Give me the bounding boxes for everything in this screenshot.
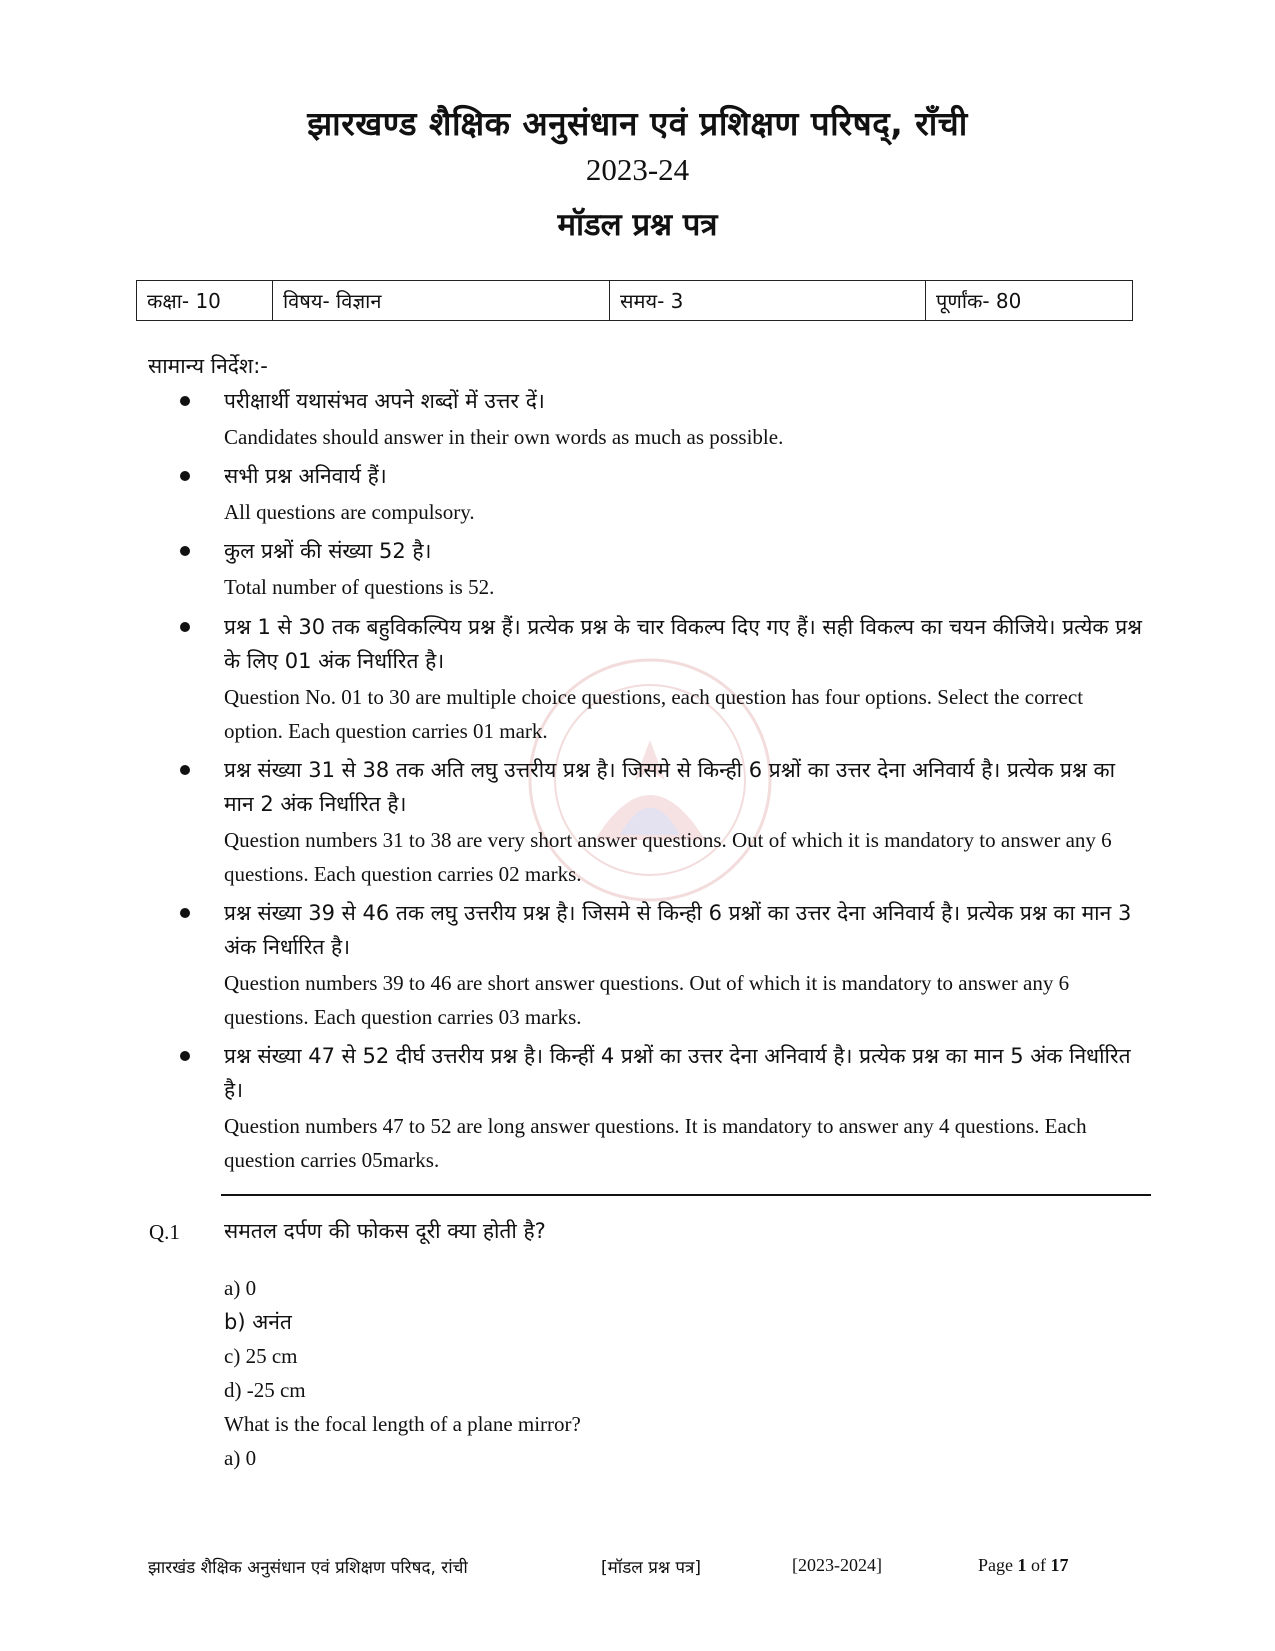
bullet-icon (180, 471, 190, 481)
meta-class: कक्षा- 10 (137, 281, 273, 321)
option-d-hindi: d) -25 cm (224, 1378, 306, 1402)
board-title: झारखण्ड शैक्षिक अनुसंधान एवं प्रशिक्षण परिषद्, राँची (307, 104, 968, 143)
instruction-item: सभी प्रश्न अनिवार्य हैं। All questions are compulsory. (224, 459, 1144, 529)
bullet-icon (180, 1051, 190, 1061)
meta-subject: विषय- विज्ञान (273, 281, 610, 321)
footer-org: झारखंड शैक्षिक अनुसंधान एवं प्रशिक्षण परिषद, रांची (148, 1558, 468, 1578)
bullet-icon (180, 765, 190, 775)
instruction-item: कुल प्रश्नों की संख्या 52 है। Total number of questions is 52. (224, 534, 1144, 604)
paper-subtitle: मॉडल प्रश्न पत्र (557, 207, 718, 243)
footer-page: Page 1 of 17 (978, 1555, 1069, 1575)
question-text-english: What is the focal length of a plane mirror? (224, 1412, 581, 1436)
meta-time: समय- 3 (610, 281, 926, 321)
exam-meta-table (136, 280, 1133, 321)
exam-year: 2023-24 (585, 152, 690, 187)
instruction-item: प्रश्न संख्या 31 से 38 तक अति लघु उत्तरीय प्रश्न है। जिसमे से किन्ही 6 प्रश्नों का उत्तर देना अनिवार्य है। प्रत्येक प्रश्न का मान 2 अंक निर्धारित है। Question numbers 31 to 38 are very short answer questions. Out of which it is mandatory to answer any 6 questions. Each question carries 02 marks. (224, 753, 1144, 891)
instruction-item: प्रश्न संख्या 47 से 52 दीर्घ उत्तरीय प्रश्न है। किन्हीं 4 प्रश्नों का उत्तर देना अनिवार्य है। प्रत्येक प्रश्न का मान 5 अंक निर्धारित है। Question numbers 47 to 52 are long answer questions. It is mandatory to answer any 4 questions. Each question carries 05marks. (224, 1039, 1144, 1177)
footer-year: [2023-2024] (792, 1555, 882, 1575)
bullet-icon (180, 908, 190, 918)
footer-doc: [मॉडल प्रश्न पत्र] (601, 1558, 701, 1578)
instruction-item: परीक्षार्थी यथासंभव अपने शब्दों में उत्तर दें। Candidates should answer in their own words as much as possible. (224, 384, 1144, 454)
divider-line (221, 1194, 1151, 1196)
bullet-icon (180, 396, 190, 406)
bullet-icon (180, 546, 190, 556)
instructions-heading: सामान्य निर्देश:- (148, 354, 268, 378)
option-c-hindi: c) 25 cm (224, 1344, 298, 1368)
option-b-hindi: b) अनंत (224, 1310, 292, 1334)
option-a-english: a) 0 (224, 1446, 257, 1470)
meta-marks: पूर्णांक- 80 (926, 281, 1133, 321)
bullet-icon (180, 622, 190, 632)
question-text-hindi: समतल दर्पण की फोकस दूरी क्या होती है? (224, 1219, 546, 1243)
option-a-hindi: a) 0 (224, 1276, 257, 1300)
question-number: Q.1 (149, 1220, 180, 1244)
instruction-item: प्रश्न संख्या 39 से 46 तक लघु उत्तरीय प्रश्न है। जिसमे से किन्ही 6 प्रश्नों का उत्तर देना अनिवार्य है। प्रत्येक प्रश्न का मान 3 अंक निर्धारित है। Question numbers 39 to 46 are short answer questions. Out of which it is mandatory to answer any 6 questions. Each question carries 03 marks. (224, 896, 1144, 1034)
instruction-item: प्रश्न 1 से 30 तक बहुविकल्पिय प्रश्न हैं। प्रत्येक प्रश्न के चार विकल्प दिए गए हैं। सही विकल्प का चयन कीजिये। प्रत्येक प्रश्न के लिए 01 अंक निर्धारित है। Question No. 01 to 30 are multiple choice questions, each question has four options. Select the correct option. Each question carries 01 mark. (224, 610, 1144, 748)
